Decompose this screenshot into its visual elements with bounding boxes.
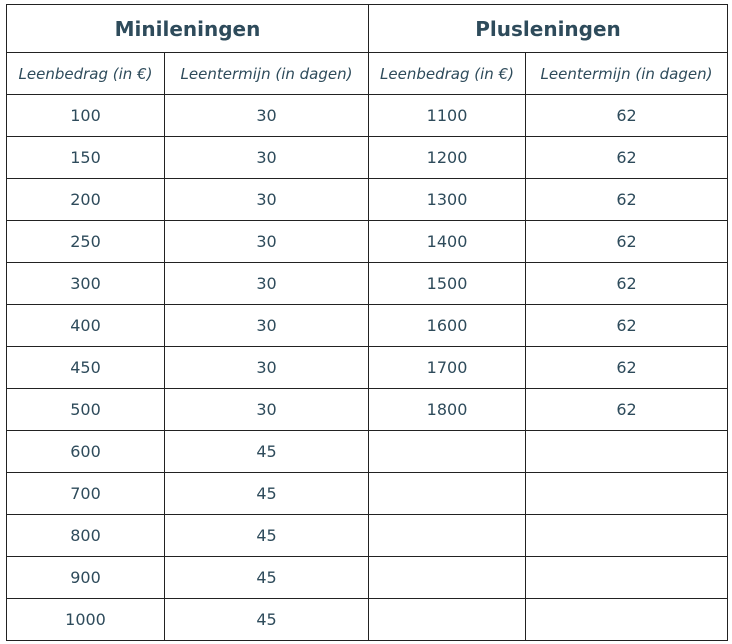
column-header-row	[7, 53, 728, 95]
table-row	[7, 431, 728, 473]
mini-amount-cell: 900	[7, 557, 165, 599]
mini-term-cell: 30	[165, 179, 369, 221]
mini-term-cell: 45	[165, 473, 369, 515]
mini-amount-cell: 700	[7, 473, 165, 515]
mini-term-cell: 30	[165, 221, 369, 263]
table-body	[7, 95, 728, 641]
mini-term-cell: 30	[165, 305, 369, 347]
mini-amount-cell: 100	[7, 95, 165, 137]
mini-amount-cell: 200	[7, 179, 165, 221]
mini-amount-cell: 450	[7, 347, 165, 389]
table-row	[7, 179, 728, 221]
plus-amount-cell: 1700	[369, 347, 526, 389]
mini-term-cell: 45	[165, 431, 369, 473]
mini-amount-cell: 800	[7, 515, 165, 557]
table-row	[7, 221, 728, 263]
mini-term-cell: 30	[165, 95, 369, 137]
plus-term-cell	[526, 557, 728, 599]
mini-amount-cell: 600	[7, 431, 165, 473]
plus-amount-cell: 1400	[369, 221, 526, 263]
table-row	[7, 305, 728, 347]
mini-amount-cell: 1000	[7, 599, 165, 641]
mini-term-cell: 45	[165, 557, 369, 599]
mini-amount-cell: 300	[7, 263, 165, 305]
plus-term-cell	[526, 431, 728, 473]
mini-term-cell: 45	[165, 599, 369, 641]
plus-term-cell: 62	[526, 95, 728, 137]
plus-amount-cell: 1500	[369, 263, 526, 305]
table-row	[7, 347, 728, 389]
plus-term-cell: 62	[526, 305, 728, 347]
table-row	[7, 263, 728, 305]
plus-term-cell: 62	[526, 389, 728, 431]
loan-table	[6, 4, 728, 641]
plus-term-cell	[526, 515, 728, 557]
plus-term-cell: 62	[526, 137, 728, 179]
plus-amount-cell	[369, 473, 526, 515]
plus-amount-cell: 1300	[369, 179, 526, 221]
plus-term-cell	[526, 599, 728, 641]
plus-amount-cell	[369, 515, 526, 557]
plus-term-cell: 62	[526, 179, 728, 221]
plus-term-cell: 62	[526, 263, 728, 305]
table-row	[7, 95, 728, 137]
group-header-plusleningen: Plusleningen	[369, 5, 728, 53]
plus-amount-cell: 1100	[369, 95, 526, 137]
plus-amount-cell	[369, 599, 526, 641]
plus-term-cell: 62	[526, 221, 728, 263]
mini-amount-cell: 150	[7, 137, 165, 179]
column-header-mini-leenbedrag: Leenbedrag (in €)	[7, 53, 165, 95]
column-header-mini-leentermijn: Leentermijn (in dagen)	[165, 53, 369, 95]
mini-amount-cell: 500	[7, 389, 165, 431]
mini-term-cell: 30	[165, 137, 369, 179]
table-row	[7, 389, 728, 431]
plus-amount-cell	[369, 557, 526, 599]
plus-term-cell	[526, 473, 728, 515]
mini-term-cell: 30	[165, 347, 369, 389]
mini-amount-cell: 250	[7, 221, 165, 263]
mini-amount-cell: 400	[7, 305, 165, 347]
table-row	[7, 557, 728, 599]
mini-term-cell: 30	[165, 263, 369, 305]
group-header-minileningen: Minileningen	[7, 5, 369, 53]
mini-term-cell: 45	[165, 515, 369, 557]
group-header-row	[7, 5, 728, 53]
column-header-plus-leentermijn: Leentermijn (in dagen)	[526, 53, 728, 95]
plus-term-cell: 62	[526, 347, 728, 389]
plus-amount-cell: 1200	[369, 137, 526, 179]
table-row	[7, 473, 728, 515]
table-row	[7, 137, 728, 179]
plus-amount-cell	[369, 431, 526, 473]
table-row	[7, 599, 728, 641]
mini-term-cell: 30	[165, 389, 369, 431]
table-row	[7, 515, 728, 557]
column-header-plus-leenbedrag: Leenbedrag (in €)	[369, 53, 526, 95]
plus-amount-cell: 1800	[369, 389, 526, 431]
plus-amount-cell: 1600	[369, 305, 526, 347]
